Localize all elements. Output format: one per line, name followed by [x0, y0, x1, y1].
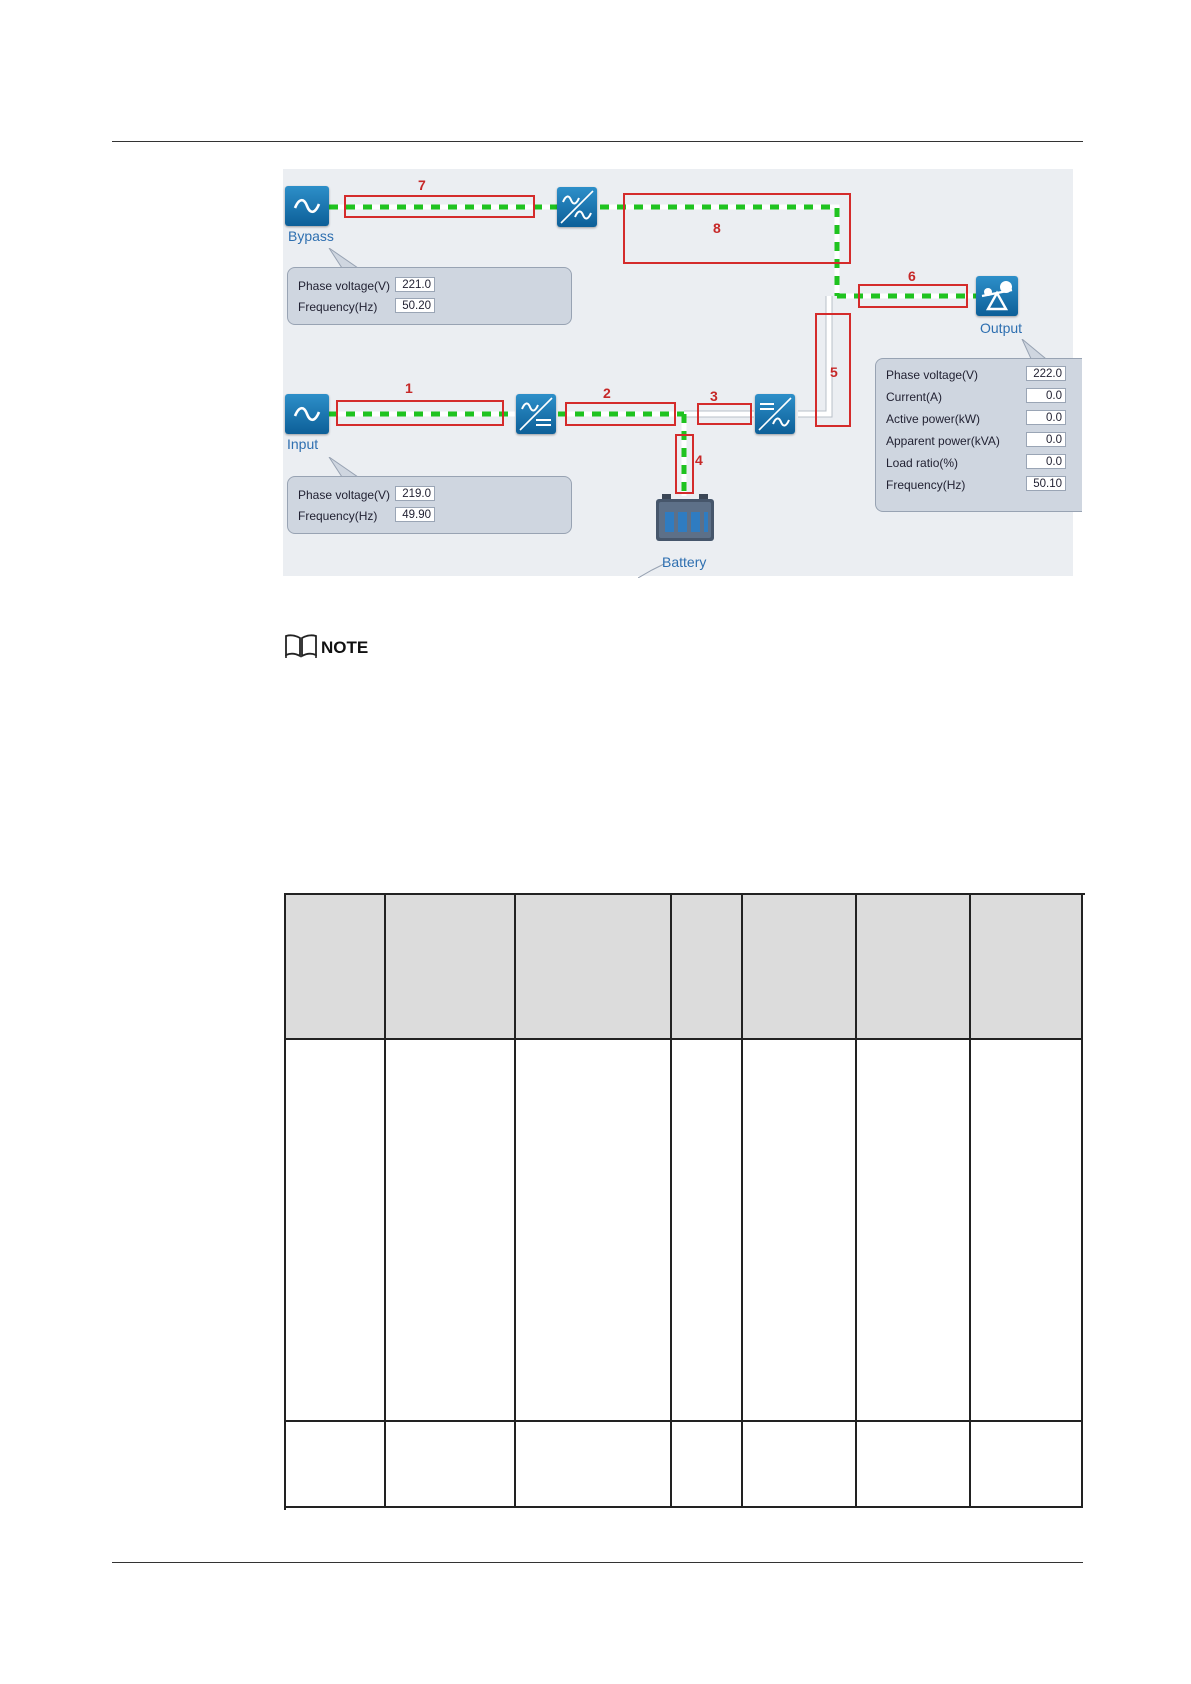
phase-voltage-label: Phase voltage(V) — [298, 279, 391, 293]
path-6-number: 6 — [908, 268, 916, 284]
phase-voltage-value: 219.0 — [395, 486, 435, 501]
table-cell — [971, 1422, 1083, 1508]
input-phase-voltage-row — [298, 485, 563, 505]
note-label: NOTE — [321, 638, 369, 657]
table-cell — [516, 1422, 672, 1508]
table-header-cell — [386, 895, 516, 1040]
path-3-number: 3 — [710, 388, 718, 404]
table-header-cell — [971, 895, 1083, 1040]
input-source-icon[interactable] — [285, 394, 329, 434]
table-cell — [743, 1422, 857, 1508]
table-header-cell — [286, 895, 386, 1040]
table-header-cell — [857, 895, 971, 1040]
dc-ac-inverter-icon[interactable] — [755, 394, 795, 434]
path-4-highlight — [675, 434, 694, 494]
input-label: Input — [287, 436, 319, 452]
battery-icon[interactable] — [654, 494, 716, 542]
path-7-highlight — [344, 195, 535, 218]
battery-label: Battery — [662, 554, 707, 570]
bypass-label: Bypass — [288, 228, 334, 244]
path-1-highlight — [336, 400, 504, 426]
header-rule — [112, 141, 1083, 142]
bypass-info-panel — [287, 267, 572, 325]
output-row — [886, 431, 1074, 451]
footer-rule — [112, 1562, 1083, 1563]
table-cell — [672, 1422, 743, 1508]
output-load-icon[interactable] — [976, 276, 1018, 316]
path-4-number: 4 — [695, 452, 703, 468]
output-row-label: Active power(kW) — [886, 412, 981, 426]
output-row-label: Frequency(Hz) — [886, 478, 966, 492]
table-cell — [386, 1422, 516, 1508]
bypass-frequency-row — [298, 297, 563, 317]
table-cell — [971, 1040, 1083, 1422]
phase-voltage-value: 221.0 — [395, 277, 435, 292]
table-cell — [857, 1040, 971, 1422]
output-row-label: Phase voltage(V) — [886, 368, 979, 382]
output-row-value: 222.0 — [1026, 366, 1066, 381]
output-row-label: Current(A) — [886, 390, 943, 404]
frequency-value: 49.90 — [395, 507, 435, 522]
output-info-panel — [875, 358, 1082, 512]
table-header-cell — [743, 895, 857, 1040]
table-cell — [286, 1422, 386, 1508]
bypass-phase-voltage-row — [298, 276, 563, 296]
bypass-source-icon[interactable] — [285, 186, 329, 226]
output-row-label: Load ratio(%) — [886, 456, 959, 470]
ups-flow-diagram — [283, 169, 1073, 576]
output-row — [886, 387, 1074, 407]
output-row — [886, 453, 1074, 473]
table-cell — [857, 1422, 971, 1508]
bypass-callout-pointer — [328, 248, 368, 268]
output-row-value: 0.0 — [1026, 454, 1066, 469]
table-cell — [743, 1040, 857, 1422]
output-label: Output — [980, 320, 1023, 336]
table-cell — [516, 1040, 672, 1422]
output-row-value: 0.0 — [1026, 388, 1066, 403]
path-8-number: 8 — [713, 220, 721, 236]
book-icon — [284, 633, 318, 659]
ac-ac-converter-icon[interactable] — [557, 187, 597, 227]
path-2-number: 2 — [603, 385, 611, 401]
output-row — [886, 409, 1074, 429]
table-cell — [672, 1040, 743, 1422]
output-row-value: 50.10 — [1026, 476, 1066, 491]
input-frequency-row — [298, 506, 563, 526]
table-header-cell — [672, 895, 743, 1040]
frequency-value: 50.20 — [395, 298, 435, 313]
data-table — [284, 893, 1085, 1510]
input-callout-pointer — [328, 457, 368, 477]
path-5-number: 5 — [830, 364, 838, 380]
table-cell — [386, 1040, 516, 1422]
frequency-label: Frequency(Hz) — [298, 509, 378, 523]
output-row — [886, 365, 1074, 385]
path-1-number: 1 — [405, 380, 413, 396]
path-8-highlight — [623, 193, 851, 264]
output-row-value: 0.0 — [1026, 432, 1066, 447]
path-7-number: 7 — [418, 177, 426, 193]
table-cell — [286, 1040, 386, 1422]
path-2-highlight — [565, 402, 676, 426]
table-header-cell — [516, 895, 672, 1040]
ac-dc-rectifier-icon[interactable] — [516, 394, 556, 434]
output-row — [886, 475, 1074, 495]
output-row-label: Apparent power(kVA) — [886, 434, 1000, 448]
input-info-panel — [287, 476, 572, 534]
path-6-highlight — [858, 284, 968, 308]
path-3-highlight — [697, 403, 752, 425]
phase-voltage-label: Phase voltage(V) — [298, 488, 391, 502]
output-row-value: 0.0 — [1026, 410, 1066, 425]
frequency-label: Frequency(Hz) — [298, 300, 378, 314]
